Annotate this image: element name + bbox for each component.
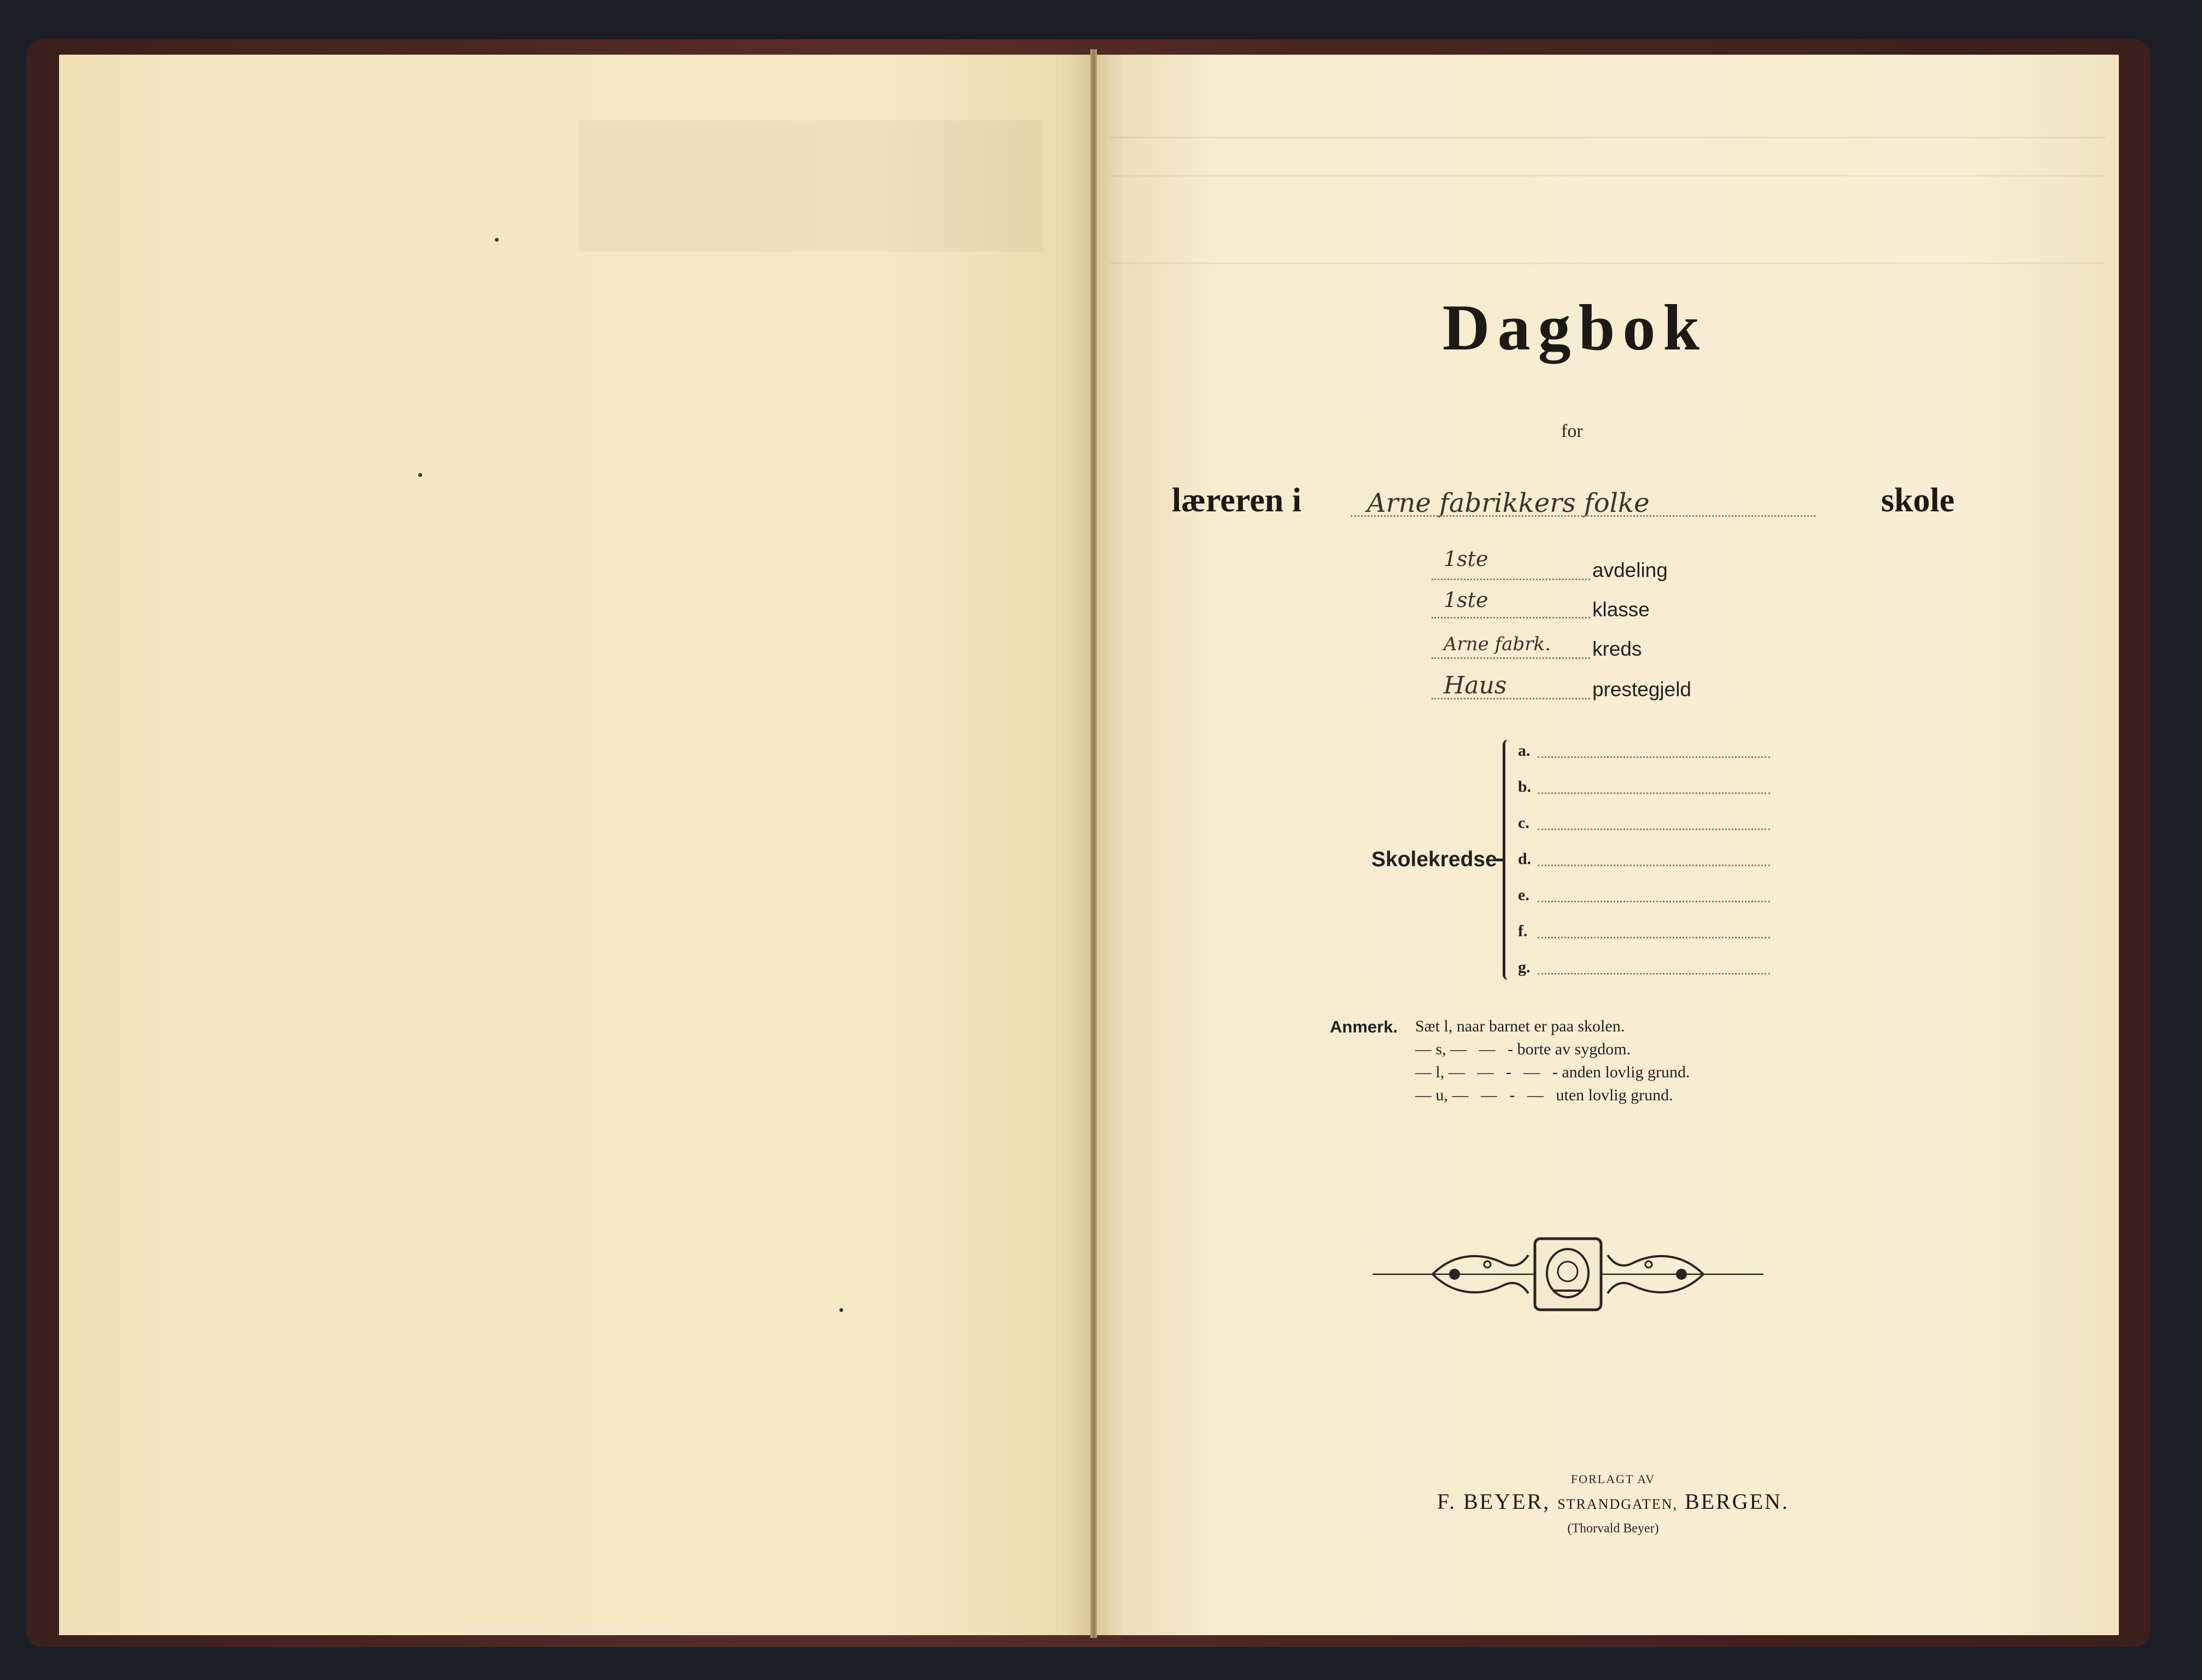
school-name-handwritten: Arne fabrikkers folke <box>1367 488 1650 518</box>
book-gutter <box>1090 49 1097 1638</box>
skolekredse-letter: g. <box>1518 958 1531 976</box>
skolekredse-brace-tip <box>1494 853 1504 861</box>
publisher-city: BERGEN. <box>1684 1489 1789 1514</box>
paper-speck <box>839 1308 843 1312</box>
kreds-value: Arne fabrk. <box>1444 633 1551 655</box>
kreds-line <box>1432 657 1590 659</box>
printer-ornament-logo <box>1372 1230 1763 1318</box>
kreds-label: kreds <box>1592 638 1642 660</box>
skolekredse-letter: a. <box>1518 742 1531 760</box>
skolekredse-line <box>1538 756 1770 758</box>
anmerk-line: — s, — — - borte av sygdom. <box>1415 1040 1631 1058</box>
bleed-through-mark <box>579 120 1043 252</box>
skolekredse-letter: f. <box>1518 922 1528 940</box>
skolekredse-line <box>1538 792 1770 794</box>
paper-speck <box>495 238 499 242</box>
publisher-name: F. BEYER, <box>1437 1489 1551 1514</box>
prestegjeld-label: prestegjeld <box>1592 678 1692 701</box>
skolekredse-line <box>1538 865 1770 866</box>
klasse-label: klasse <box>1592 598 1650 621</box>
avdeling-line <box>1432 579 1590 580</box>
skolekredse-line <box>1538 937 1770 938</box>
faint-ruled-lines <box>1110 175 2105 177</box>
avdeling-label: avdeling <box>1592 559 1668 581</box>
anmerk-label: Anmerk. <box>1330 1017 1398 1036</box>
skolekredse-line <box>1538 973 1770 975</box>
anmerk-line: — u, — — - — uten lovlig grund. <box>1415 1086 1673 1104</box>
klasse-value: 1ste <box>1444 588 1488 612</box>
skolekredse-line <box>1538 829 1770 830</box>
skolekredse-letter: b. <box>1518 778 1532 796</box>
school-name-line <box>1351 515 1815 517</box>
skolekredse-letter: e. <box>1518 886 1529 904</box>
teacher-label: læreren i <box>1172 482 1302 519</box>
anmerk-line: Sæt l, naar barnet er paa skolen. <box>1415 1017 1625 1035</box>
skolekredse-letter: d. <box>1518 850 1532 868</box>
avdeling-value: 1ste <box>1444 547 1488 571</box>
faint-ruled-lines <box>1110 137 2105 138</box>
publisher-sub: (Thorvald Beyer) <box>1567 1521 1659 1536</box>
skolekredse-letter: c. <box>1518 814 1529 832</box>
publisher-line <box>1367 1489 1859 1514</box>
prestegjeld-value: Haus <box>1444 672 1507 699</box>
skolekredse-label: Skolekredse <box>1371 848 1497 871</box>
left-page <box>59 55 1091 1635</box>
skolekredse-brace <box>1503 739 1513 980</box>
faint-ruled-lines <box>1110 262 2105 264</box>
publisher-street: STRANDGATEN, <box>1557 1496 1678 1512</box>
paper-speck <box>418 473 422 477</box>
publisher-top: FORLAGT AV <box>1570 1472 1656 1486</box>
school-suffix: skole <box>1881 482 1955 519</box>
anmerk-line: — l, — — - — - anden lovlig grund. <box>1415 1063 1690 1081</box>
skolekredse-line <box>1538 901 1770 902</box>
page-title: Dagbok <box>1442 291 1708 364</box>
klasse-line <box>1432 617 1590 619</box>
prestegjeld-line <box>1432 698 1590 699</box>
for-label: for <box>1561 421 1583 441</box>
